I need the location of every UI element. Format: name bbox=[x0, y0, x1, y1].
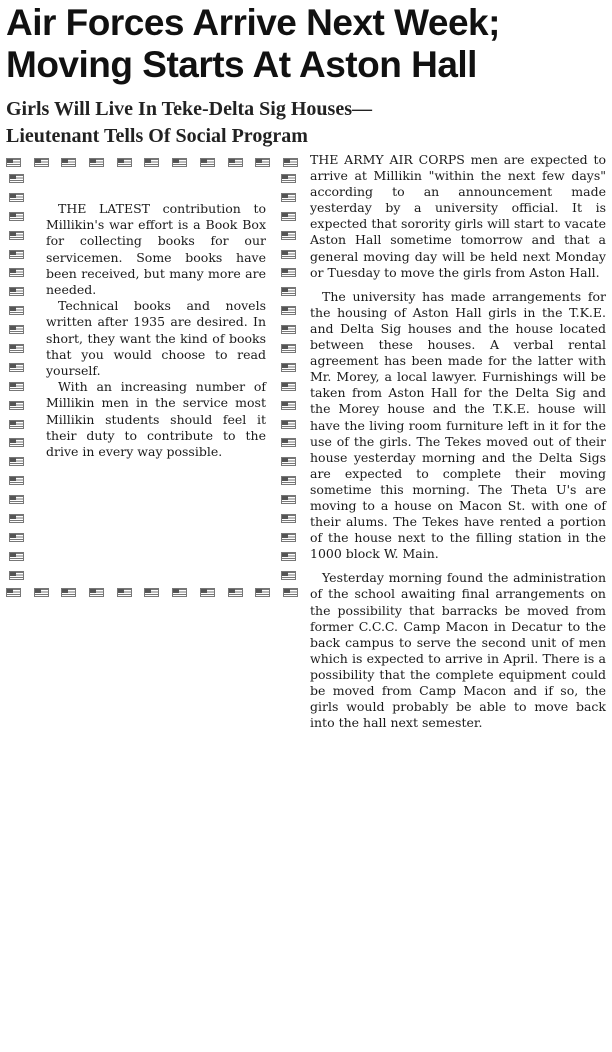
flag-border-top bbox=[6, 152, 298, 172]
flag-icon bbox=[172, 158, 187, 167]
flag-icon bbox=[144, 158, 159, 167]
flag-icon bbox=[281, 363, 296, 372]
flag-icon bbox=[281, 514, 296, 523]
flag-icon bbox=[172, 588, 187, 597]
headline-line-1: Air Forces Arrive Next Week; bbox=[6, 2, 500, 43]
flag-icon bbox=[255, 158, 270, 167]
flag-icon bbox=[6, 588, 21, 597]
flag-icon bbox=[34, 158, 49, 167]
flag-icon bbox=[9, 193, 24, 202]
flag-icon bbox=[281, 306, 296, 315]
flag-icon bbox=[89, 588, 104, 597]
sidebar-paragraph-2: Technical books and novels written after 1935 are desired. In short, they want the kind of books that you would choose to read yourself. bbox=[46, 298, 266, 379]
flag-icon bbox=[228, 588, 243, 597]
flag-icon bbox=[9, 382, 24, 391]
flag-icon bbox=[281, 420, 296, 429]
flag-icon bbox=[9, 457, 24, 466]
subheadline-line-2: Lieutenant Tells Of Social Program bbox=[6, 125, 308, 147]
flag-icon bbox=[9, 514, 24, 523]
flag-icon bbox=[200, 158, 215, 167]
flag-icon bbox=[200, 588, 215, 597]
flag-icon bbox=[9, 401, 24, 410]
flag-icon bbox=[281, 174, 296, 183]
sidebar-paragraph-3: With an increasing number of Millikin men in the service most Millikin students should feel it their duty to contribute to the drive in every way possible. bbox=[46, 379, 266, 460]
flag-icon bbox=[117, 588, 132, 597]
flag-icon bbox=[281, 457, 296, 466]
flag-icon bbox=[283, 588, 298, 597]
flag-border-bottom bbox=[6, 582, 298, 602]
flag-icon bbox=[228, 158, 243, 167]
subheadline-line-1: Girls Will Live In Teke-Delta Sig Houses— bbox=[6, 98, 372, 120]
flag-icon bbox=[9, 552, 24, 561]
flag-icon bbox=[255, 588, 270, 597]
flag-icon bbox=[281, 344, 296, 353]
flag-icon bbox=[9, 476, 24, 485]
flag-icon bbox=[281, 231, 296, 240]
flag-icon bbox=[281, 382, 296, 391]
subheadline bbox=[6, 96, 606, 150]
flag-icon bbox=[281, 476, 296, 485]
flag-icon bbox=[9, 325, 24, 334]
flag-icon bbox=[281, 571, 296, 580]
flag-icon bbox=[9, 438, 24, 447]
flag-border-right bbox=[278, 174, 298, 580]
flag-icon bbox=[9, 250, 24, 259]
flag-icon bbox=[281, 193, 296, 202]
flag-icon bbox=[117, 158, 132, 167]
flag-icon bbox=[281, 250, 296, 259]
flag-icon bbox=[61, 158, 76, 167]
flag-icon bbox=[9, 174, 24, 183]
flag-icon bbox=[89, 158, 104, 167]
flag-icon bbox=[9, 344, 24, 353]
body-paragraph-3: Yesterday morning found the administration of the school awaiting final arrangements on the possibility that barracks be moved from former C.C.C. Camp Macon in Decatur to the back campus to serve the second unit of men which is expected to arrive in April. There is a possibility that the complete equipment could be moved from Camp Macon and if so, the girls would probably be able to move back into the hall next semester. bbox=[310, 570, 606, 731]
flag-icon bbox=[144, 588, 159, 597]
headline-line-2: Moving Starts At Aston Hall bbox=[6, 44, 477, 85]
flag-icon bbox=[281, 401, 296, 410]
flag-icon bbox=[61, 588, 76, 597]
body-paragraph-1: THE ARMY AIR CORPS men are expected to arrive at Millikin "within the next few days" according to an announcement made yesterday by a university official. It is expected that sorority girls will start to vacate Aston Hall sometime tomorrow and that a general moving day will be held next Monday or Tuesday to move the girls from Aston Hall. bbox=[310, 152, 606, 280]
flag-icon bbox=[9, 495, 24, 504]
flag-border-left bbox=[6, 174, 26, 580]
flag-icon bbox=[281, 495, 296, 504]
flag-icon bbox=[9, 306, 24, 315]
flag-icon bbox=[9, 420, 24, 429]
flag-icon bbox=[281, 268, 296, 277]
book-box-sidebar bbox=[6, 152, 298, 602]
flag-icon bbox=[9, 363, 24, 372]
flag-icon bbox=[9, 571, 24, 580]
flag-icon bbox=[9, 231, 24, 240]
flag-icon bbox=[283, 158, 298, 167]
flag-icon bbox=[9, 287, 24, 296]
flag-icon bbox=[9, 268, 24, 277]
flag-icon bbox=[281, 287, 296, 296]
flag-icon bbox=[34, 588, 49, 597]
flag-icon bbox=[9, 533, 24, 542]
flag-icon bbox=[281, 552, 296, 561]
flag-icon bbox=[281, 533, 296, 542]
flag-icon bbox=[281, 212, 296, 221]
flag-icon bbox=[9, 212, 24, 221]
flag-icon bbox=[281, 438, 296, 447]
flag-icon bbox=[6, 158, 21, 167]
flag-icon bbox=[281, 325, 296, 334]
sidebar-paragraph-1: THE LATEST contribution to Millikin's war effort is a Book Box for collecting books for our servicemen. Some books have been received, but many more are needed. bbox=[46, 201, 266, 298]
body-paragraph-2: The university has made arrangements for the housing of Aston Hall girls in the T.K.E. and Delta Sig houses and the house located between these houses. A verbal rental agreement has been made for the latter with Mr. Morey, a local lawyer. Furnishings will be taken from Aston Hall for the Delta Sig and the Morey house and the T.K.E. house will have the living room furniture left in it for the use of the girls. The Tekes moved out of their house yesterday morning and the Delta Sigs are expected to complete their moving sometime this morning. The Theta U's are moving to a house on Macon St. with one of their alums. The Tekes have rented a portion of the house next to the filling station in the 1000 block W. Main. bbox=[310, 288, 606, 562]
sidebar-text bbox=[46, 201, 266, 460]
headline bbox=[6, 2, 606, 86]
article-body bbox=[310, 152, 606, 739]
